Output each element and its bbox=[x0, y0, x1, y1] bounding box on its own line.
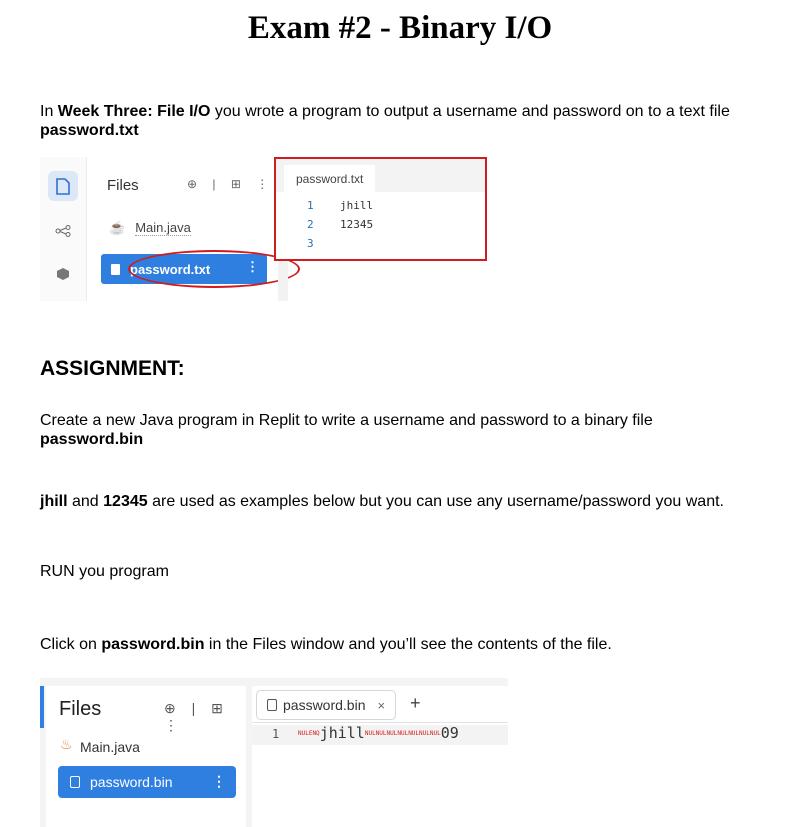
kebab-menu-icon[interactable]: ⋮ bbox=[246, 259, 259, 274]
example-username: jhill bbox=[40, 493, 68, 510]
example-password: 12345 bbox=[103, 493, 148, 510]
files-panel bbox=[46, 686, 246, 827]
share-icon[interactable] bbox=[48, 216, 78, 246]
editor-tabbar bbox=[252, 686, 508, 723]
file-item-main-java[interactable]: Main.java bbox=[80, 739, 140, 755]
run-paragraph: RUN you program bbox=[40, 563, 169, 580]
example-text: and bbox=[67, 493, 104, 510]
editor-tab-label: password.bin bbox=[283, 697, 366, 713]
editor-highlight-box bbox=[274, 157, 487, 261]
file-item-label: Main.java bbox=[135, 220, 191, 235]
code-line: jhill bbox=[340, 199, 374, 212]
example-text-rest: are used as examples below but you can use any username/password you want. bbox=[147, 493, 724, 510]
rail-accent bbox=[40, 686, 44, 728]
assignment-paragraph bbox=[40, 411, 760, 449]
files-header: Files bbox=[107, 177, 139, 194]
java-icon: ♨ bbox=[60, 736, 73, 752]
line-number: 1 bbox=[307, 199, 314, 212]
intro-text-mid: you wrote a program to output a username and password on to a text file bbox=[210, 103, 730, 120]
line-number: 1 bbox=[272, 727, 280, 741]
kebab-menu-icon[interactable]: ⋮ bbox=[212, 773, 226, 789]
assignment-heading: ASSIGNMENT: bbox=[40, 357, 185, 380]
intro-week-ref: Week Three: File I/O bbox=[57, 103, 211, 120]
editor-panel bbox=[252, 686, 508, 827]
file-item-password-bin[interactable] bbox=[58, 766, 236, 798]
click-paragraph bbox=[40, 635, 760, 654]
click-text-rest: in the Files window and you’ll see the contents of the file. bbox=[204, 636, 612, 653]
intro-paragraph bbox=[40, 102, 760, 140]
replit-screenshot-text-file bbox=[40, 157, 480, 301]
line-number: 2 bbox=[307, 218, 314, 231]
file-item-label: password.txt bbox=[130, 261, 211, 277]
editor-tabbar bbox=[276, 159, 485, 192]
line-number: 3 bbox=[307, 237, 314, 250]
assignment-text: Create a new Java program in Replit to write a username and password to a binary file bbox=[40, 412, 653, 429]
activity-rail bbox=[40, 157, 86, 301]
files-header: Files bbox=[59, 698, 102, 720]
page-title: Exam #2 - Binary I/O bbox=[247, 10, 553, 46]
example-paragraph bbox=[40, 492, 760, 511]
assignment-filename: password.bin bbox=[40, 431, 144, 448]
intro-text: In bbox=[40, 103, 58, 120]
replit-screenshot-binary-file bbox=[40, 678, 508, 827]
java-icon: ☕ bbox=[109, 220, 126, 235]
document-icon bbox=[111, 264, 120, 275]
binary-username: jhill bbox=[319, 724, 365, 742]
binary-tail: 09 bbox=[440, 724, 459, 742]
editor-tab[interactable]: password.txt bbox=[284, 165, 375, 192]
click-text: Click on bbox=[40, 636, 102, 653]
click-filename: password.bin bbox=[101, 636, 205, 653]
control-chars: NULNULNULNULNULNULNUL bbox=[364, 730, 441, 737]
code-line: 12345 bbox=[340, 218, 374, 231]
file-icon[interactable] bbox=[48, 171, 78, 201]
file-item-label: password.bin bbox=[90, 774, 173, 790]
file-item-main-java[interactable] bbox=[109, 220, 191, 236]
document-icon bbox=[267, 699, 277, 711]
editor-tab[interactable] bbox=[256, 690, 396, 720]
package-icon[interactable] bbox=[48, 259, 78, 289]
intro-filename: password.txt bbox=[40, 122, 139, 139]
add-tab-icon[interactable]: + bbox=[410, 693, 421, 713]
control-chars: NULENQ bbox=[298, 730, 320, 737]
document-icon bbox=[70, 776, 80, 788]
close-icon[interactable]: × bbox=[377, 697, 386, 713]
binary-content bbox=[298, 724, 459, 742]
files-actions-icon[interactable]: ⊕ | ⊞ ⋮ bbox=[187, 177, 275, 191]
files-actions-icon[interactable]: ⊕ | ⊞ ⋮ bbox=[164, 700, 229, 733]
